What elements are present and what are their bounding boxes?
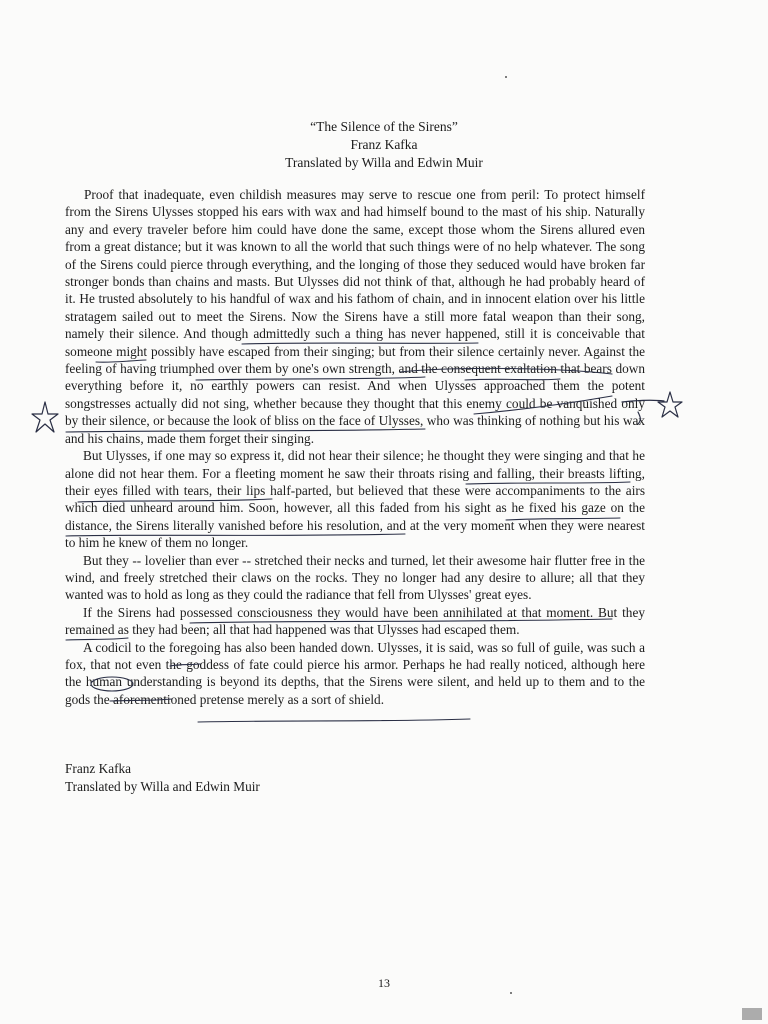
- underline-stroke: [78, 499, 272, 502]
- scan-corner-mark: [742, 1008, 762, 1020]
- underline-stroke: [110, 699, 172, 701]
- underline-stroke: [66, 534, 405, 536]
- underline-stroke: [190, 619, 612, 623]
- signature-translator: Translated by Willa and Edwin Muir: [65, 779, 260, 794]
- underline-stroke: [506, 518, 620, 520]
- story-author: Franz Kafka: [350, 137, 418, 152]
- underline-stroke: [196, 377, 425, 380]
- circle-stroke: [400, 368, 612, 374]
- story-translator: Translated by Willa and Edwin Muir: [285, 155, 483, 170]
- underline-stroke: [96, 360, 146, 362]
- underline-stroke: [170, 664, 200, 666]
- paragraph-2: But Ulysses, if one may so express it, did not hear their silence; he thought they were singing and that he alone did not hear them. For a fleeting moment he saw their throats rising and falling, their breasts lifting, their eyes filled with tears, their lips half-parted, but believed that these were accompaniments to the airs which died unheard around him. Soon, however, all this faded from his sight as he fixed his gaze on the distance, the Sirens literally vanished before his resolution, and at the very moment when they were nearest to him he knew of them no longer.: [65, 448, 645, 551]
- story-title: “The Silence of the Sirens”: [310, 119, 458, 134]
- right-star-mark: [658, 392, 682, 417]
- paragraph-3: But they -- lovelier than ever -- stretched their necks and turned, let their awesome hair flutter free in the wind, and freely stretched their claws on the rocks. They no longer had any desire to allure; all that they wanted was to hold as long as they could the radiance that fell from Ulysses' great eyes.: [65, 552, 645, 603]
- scan-speck: [505, 76, 507, 78]
- underline-stroke: [242, 343, 478, 344]
- signature-author: Franz Kafka: [65, 761, 132, 776]
- underline-stroke: [198, 719, 470, 722]
- underline-stroke: [465, 379, 560, 380]
- paragraph-4: If the Sirens had possessed consciousness they would have been annihilated at that moment. But they remained as they had been; all that had happened was that Ulysses had escaped them.: [65, 604, 645, 638]
- left-star-mark: [32, 402, 58, 432]
- underline-stroke: [66, 638, 128, 640]
- paragraph-5: A codicil to the foregoing has also been handed down. Ulysses, it is said, was so full of guile, was such a fox, that not even the goddess of fate could pierce his armor. Perhaps he had really noticed, although here the human understanding is beyond its depths, that the Sirens were silent, and held up to them and to the gods the aforementioned pretense merely as a sort of shield.: [65, 639, 645, 707]
- bracket-stroke: [638, 412, 640, 424]
- underline-stroke: [466, 482, 630, 484]
- circled-word: [91, 677, 133, 691]
- underline-stroke: [474, 396, 612, 414]
- scan-speck: [510, 992, 512, 994]
- page-number: 13: [378, 976, 390, 990]
- paragraph-1: Proof that inadequate, even childish measures may serve to rescue one from peril: To protect himself from the Sirens Ulysses stopped his ears with wax and had himself bound to the mast of his ship. Naturally any and every traveler before him could have done the same, except those whom the Sirens allured even from a great distance; but it was known to all the world that such things were of no help whatever. The song of the Sirens could pierce through everything, and the longing of those they seduced would have broken far stronger bonds than chains and masts. But Ulysses did not think of that, although he had probably heard of it. He trusted absolutely to his handful of wax and his fathom of chain, and in innocent elation over his little stratagem sailed out to meet the Sirens. Now the Sirens have a still more fatal weapon than their song, namely their silence. And though admittedly such a thing has never happened, still it is conceivable that someone might possibly have escaped from their singing; but from their silence certainly never. Against the feeling of having triumphed over them by one's own strength, and the consequent exaltation that bears down everything before it, no earthly powers can resist. And when Ulysses approached them the potent songstresses actually did not sing, whether because they thought that this enemy could be vanquished only by their silence, or because the look of bliss on the face of Ulysses, who was thinking of nothing but his wax and his chains, made them forget their singing.: [65, 187, 645, 446]
- underline-stroke: [66, 429, 425, 432]
